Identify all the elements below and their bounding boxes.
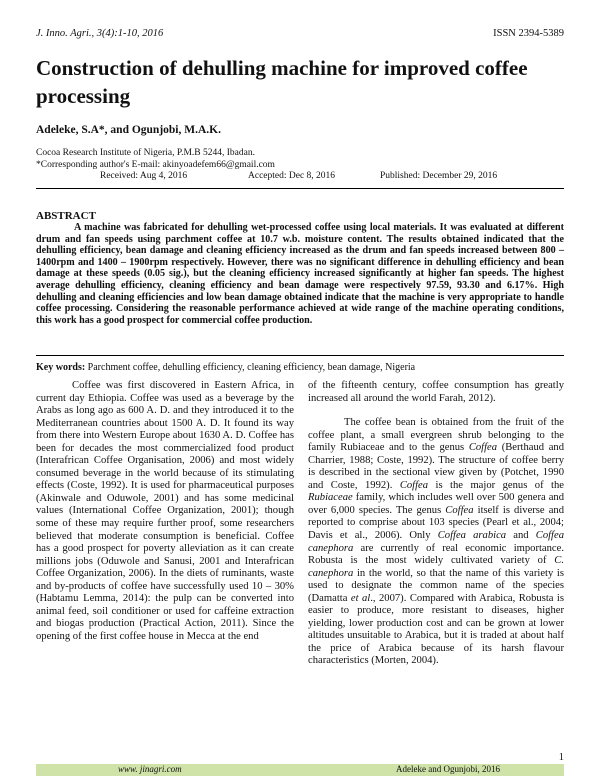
corresponding-author: *Corresponding author's E-mail: akinyoadefem66@gmail.com — [36, 159, 275, 170]
issn: ISSN 2394-5389 — [493, 28, 564, 39]
abstract-divider — [36, 355, 564, 356]
published-date: Published: December 29, 2016 — [380, 171, 498, 181]
journal-citation: J. Inno. Agri., 3(4):1-10, 2016 — [36, 28, 164, 39]
top-divider — [36, 188, 564, 189]
running-header — [36, 28, 564, 42]
keywords — [36, 362, 564, 373]
abstract-text: A machine was fabricated for dehulling wet-processed coffee using local materials. It was evaluated at different drum and fan speeds using parchment coffee at 10.7 w.b. moisture content. The results obtained indicated that the dehulling efficiency, bean damage and cleaning efficiency increased as the drum and fan speeds increased between 800 – 1400rpm and 1400 – 1900rpm respectively. However, there was no significant difference in dehulling efficiency and bean damage at these speeds (0.05 sig.), but the cleaning efficiency increased significantly at higher fan speeds. The highest average dehulling efficiency, cleaning efficiency and bean damage were respectively 97.59, 93.30 and 6.17%. High dehulling and cleaning efficiencies and low bean damage obtained indicate that the machine is very appropriate to handle coffee processing. Considering the reasonable performance achieved at wide range of the machine operating conditions, this work has a good prospect for commercial coffee production. — [36, 222, 564, 326]
intro-paragraph: Coffee was first discovered in Eastern Africa, in current day Ethiopia. Coffee was used as a beverage by the Arabs as long ago as 600 A. D. and they introduced it to the Mediterranean countries about 1500 A. D. It found its way from there into Western Europe about 1630 A. D. Coffee has been for decades the most commercialized food product (Interafrican Coffee Organisation, 2006) and most widely consumed beverage in the world because of its stimulating effects (Coste, 1992). It is used for pharmaceutical purposes (Akinwale and Oduwole, 2001) and has some medicinal values (International Coffee Organization, 2001); though some of these may require further proof, some researchers believed that moderate consumption is beneficial. Coffee has a good prospect for poverty alleviation as it can create millions jobs (Oduwole and Sanusi, 2001 and Interafrican Coffee Organization, 2006). In the diets of ruminants, waste and by-products of coffee have successfully used 10 – 30% (Habtamu Lemma, 2014): the pulp can be converted into animal feed, soil conditioner or used for caffeine extraction and biogas production (Practical Action, 2011). Since the opening of the first coffee house in Mecca at the end — [36, 380, 294, 642]
keywords-text: Parchment coffee, dehulling efficiency, cleaning efficiency, bean damage, Nigeria — [87, 362, 416, 373]
footer-website[interactable]: www. jinagri.com — [118, 764, 182, 774]
affiliation-block — [36, 148, 275, 171]
paper-title: Construction of dehulling machine for improved coffee processing — [36, 56, 528, 108]
received-date: Received: Aug 4, 2016 — [100, 171, 188, 181]
coffee-bean-paragraph: The coffee bean is obtained from the fruit of the coffee plant, a small evergreen shrub belonging to the family Rubiaceae and to the genus Coffea (Berthaud and Charrier, 1988; Coste, 1992). The structure of coffee berry is described in the sectional view given by (Potchet, 1990 and Coste, 1992). Coffea is the major genus of the Rubiaceae family, which includes well over 500 genera and over 6,000 species. The genus Coffea itself is diverse and reported to comprise about 103 species (Pearl et al., 2004; Davis et al., 2006). Only Coffea arabica and Coffea canephora are currently of real economic importance. Robusta is the most widely cultivated variety of C. canephora in the world, so that the name of this variety is used to designate the common name of the species (Damatta et al., 2007). Compared with Arabica, Robusta is easier to produce, more resistant to diseases, higher yielding, lower production cost and can be grown at lower altitudes unsuitable to Arabica, but it is traded at about half the price of Arabica because of its harsh flavour characteristics (Morten, 2004). — [308, 417, 564, 667]
authors: Adeleke, S.A*, and Ogunjobi, M.A.K. — [36, 124, 221, 136]
right-column — [308, 380, 564, 668]
left-column — [36, 380, 294, 643]
accepted-date: Accepted: Dec 8, 2016 — [248, 171, 336, 181]
keywords-label: Key words: — [36, 362, 86, 373]
continued-paragraph: of the fifteenth century, coffee consumption has greatly increased all around the world Farah, 2012). — [308, 380, 564, 404]
footer-bar — [36, 764, 564, 776]
page-number: 1 — [558, 752, 564, 763]
footer-credit: Adeleke and Ogunjobi, 2016 — [396, 764, 500, 774]
affiliation: Cocoa Research Institute of Nigeria, P.M.B 5244, Ibadan. — [36, 148, 255, 158]
abstract-heading: ABSTRACT — [36, 210, 96, 222]
